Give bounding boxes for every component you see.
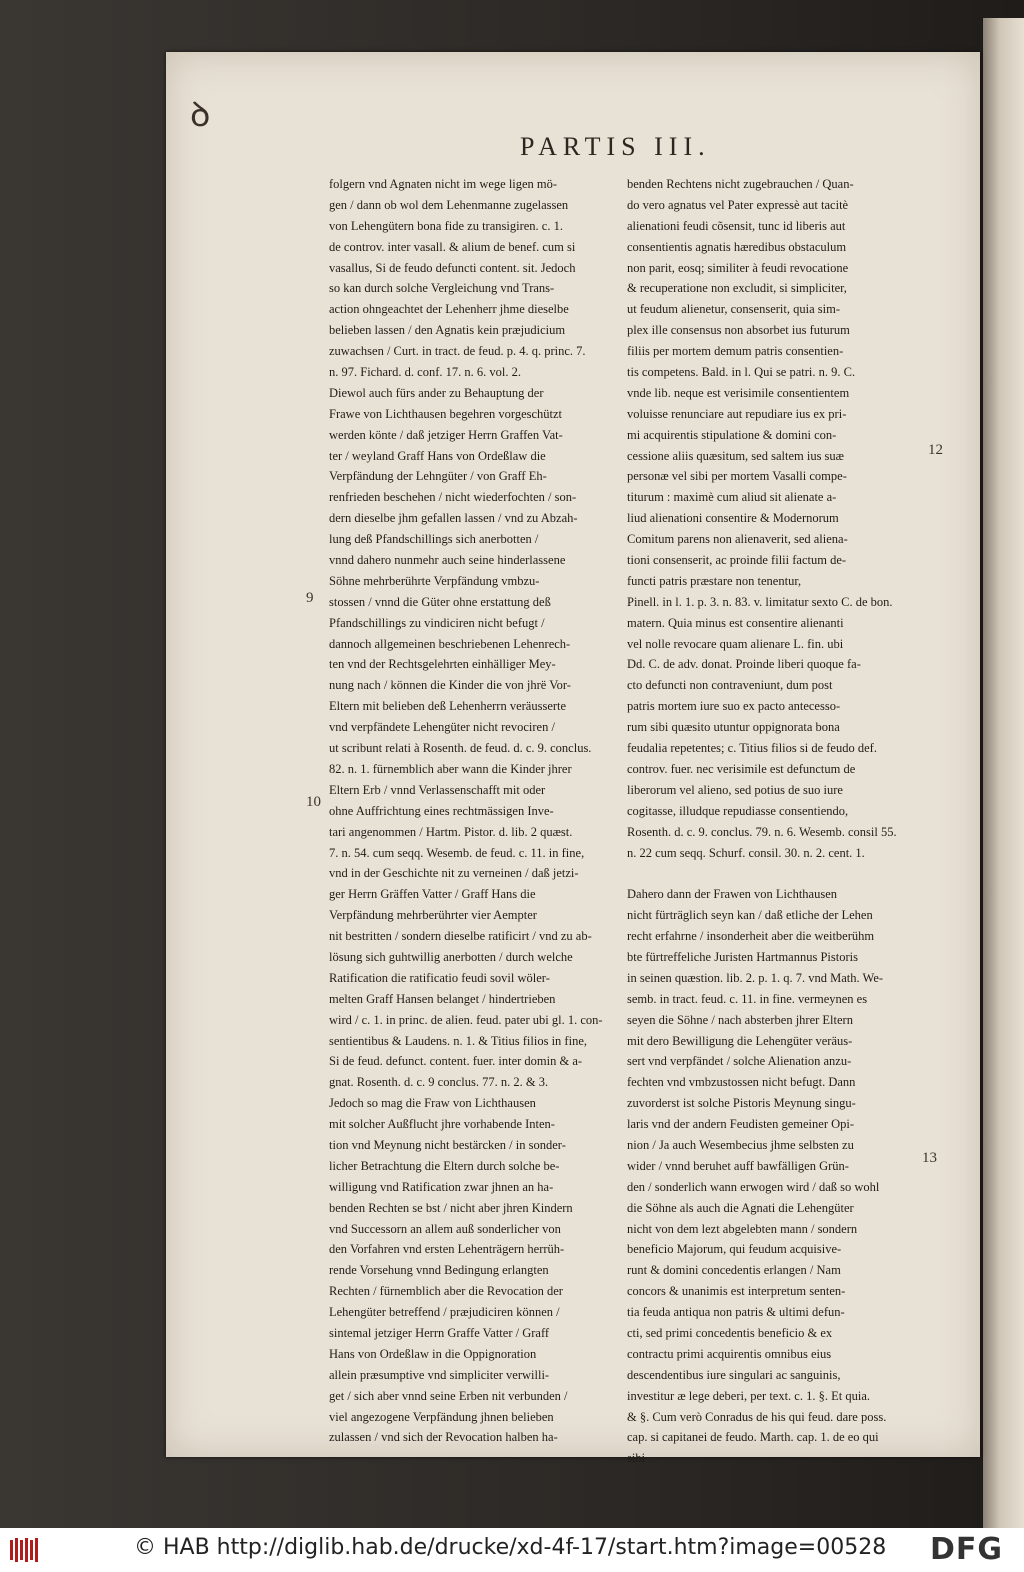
left-column-line: vnd Successorn an allem auß sonderlicher von xyxy=(329,1221,561,1236)
right-column-line: rum sibi quæsito utuntur oppignorata bona xyxy=(627,720,840,735)
left-column-line: nit bestritten / sondern dieselbe ratificirt / vnd zu ab- xyxy=(329,929,592,944)
right-column-line: nion / Ja auch Wesembecius jhme selbsten zu xyxy=(627,1137,854,1152)
right-column-line xyxy=(627,863,921,884)
left-column-line: vasallus, Si de feudo defuncti content. sit. Jedoch xyxy=(329,260,576,275)
right-column-line: beneficio Majorum, qui feudum acquisive- xyxy=(627,1242,842,1257)
header-ornament: ꝺ xyxy=(190,95,211,135)
right-column-line: liberorum vel alieno, sed potius de suo iure xyxy=(627,782,843,797)
right-column-line: n. 22 cum seqq. Schurf. consil. 30. n. 2. cent. 1. xyxy=(627,845,865,860)
right-column-line: sibi xyxy=(627,1451,646,1466)
left-column-line: Si de feud. defunct. content. fuer. inter domin & a- xyxy=(329,1054,583,1069)
right-column-line: & §. Cum verò Conradus de his qui feud. dare poss. xyxy=(627,1409,887,1424)
right-column-line: investitur æ lege deberi, per text. c. 1. §. Et quia. xyxy=(627,1388,870,1403)
left-column-line: gnat. Rosenth. d. c. 9 conclus. 77. n. 2. & 3. xyxy=(329,1075,549,1090)
right-column-line: mi acquirentis stipulatione & domini con- xyxy=(627,427,837,442)
left-column-line: ten vnd der Rechtsgelehrten einhälliger Mey- xyxy=(329,657,556,672)
left-column-line: dern dieselbe jhm gefallen lassen / vnd zu Abzah- xyxy=(329,511,578,526)
left-column-line: gen / dann ob wol dem Lehenmanne zugelassen xyxy=(329,197,569,212)
right-column-line: Dahero dann der Frawen von Lichthausen xyxy=(627,887,837,902)
right-column-line: seyen die Söhne / nach absterben jhrer Eltern xyxy=(627,1012,853,1027)
next-page-edge xyxy=(982,18,1024,1528)
right-column-line: die Söhne als auch die Agnati die Lehengüter xyxy=(627,1200,854,1215)
left-column-line: Eltern Erb / vnnd Verlassenschafft mit oder xyxy=(329,782,546,797)
left-column-line: willigung vnd Ratification zwar jhnen an ha- xyxy=(329,1179,554,1194)
right-column-line: contractu primi acquirentis omnibus eius xyxy=(627,1346,832,1361)
margin-number-13: 13 xyxy=(922,1150,937,1166)
right-column-line: ut feudum alienetur, consenserit, quia sim- xyxy=(627,302,840,317)
left-column-line: 82. n. 1. fürnemblich aber wann die Kinder jhrer xyxy=(329,761,572,776)
right-column-line: do vero agnatus vel Pater expressè aut tacitè xyxy=(627,197,849,212)
left-column-line: ohne Auffrichtung eines rechtmässigen Inve- xyxy=(329,803,554,818)
left-column-line: renfrieden beschehen / nicht wiederfochten / son- xyxy=(329,490,577,505)
right-column-line: laris vnd der andern Feudisten gemeiner Opi- xyxy=(627,1117,855,1132)
left-column-line: dannoch allgemeinen beschriebenen Lehenrech- xyxy=(329,636,571,651)
left-column-line: vnd in der Geschichte nit zu verneinen / daß jetzi- xyxy=(329,866,579,881)
left-column-line: folgern vnd Agnaten nicht im wege ligen mö- xyxy=(329,177,558,191)
right-column-line: Rosenth. d. c. 9. conclus. 79. n. 6. Wesemb. consil 55. xyxy=(627,824,897,839)
left-column-line: 7. n. 54. cum seqq. Wesemb. de feud. c. 11. in fine, xyxy=(329,845,585,860)
dfg-logo: DFG xyxy=(930,1532,1004,1567)
right-column-line: mit dero Bewilligung die Lehengüter veräus- xyxy=(627,1033,853,1048)
right-column-line: feudalia repetentes; c. Titius filios si de feudo def. xyxy=(627,741,877,756)
right-column-line: vnde lib. neque est verisimile consentientem xyxy=(627,385,850,400)
right-column-line: cto defuncti non contraveniunt, dum post xyxy=(627,678,833,693)
right-column-line: cogitasse, illudque repudiasse consentiendo, xyxy=(627,803,849,818)
hab-logo-icon xyxy=(8,1536,42,1564)
left-column-line: Verpfändung mehrberührter vier Aempter xyxy=(329,908,537,923)
left-column-line: allein præsumptive vnd simpliciter verwilli- xyxy=(329,1367,550,1382)
right-column-line: & recuperatione non excludit, si simpliciter, xyxy=(627,281,847,296)
left-column-line: von Lehengütern bona fide zu transigiren. c. 1. xyxy=(329,218,563,233)
right-column-line: liud alienationi consentire & Modernorum xyxy=(627,511,839,526)
left-column-line: vnd verpfändete Lehengüter nicht revociren / xyxy=(329,720,555,735)
left-column-line: tion vnd Meynung nicht bestärcken / in sonder- xyxy=(329,1137,566,1152)
right-column-line: nicht von dem lezt abgelebten mann / sondern xyxy=(627,1221,858,1236)
right-column-line: plex ille consensus non absorbet ius futurum xyxy=(627,323,850,338)
left-column-line: Ratification die ratificatio feudi sovil wöler- xyxy=(329,970,550,985)
left-column-line: vnnd dahero nunmehr auch seine hinderlassene xyxy=(329,553,566,568)
left-column-line: Söhne mehrberührte Verpfändung vmbzu- xyxy=(329,573,540,588)
right-text-column xyxy=(627,174,921,1469)
right-column-line: runt & domini concedentis erlangen / Nam xyxy=(627,1263,841,1278)
left-column-line: tari angenommen / Hartm. Pistor. d. lib. 2 quæst. xyxy=(329,824,573,839)
right-column-line: benden Rechtens nicht zugebrauchen / Quan- xyxy=(627,177,854,191)
left-column-line: Pfandschillings zu vindiciren nicht befugt / xyxy=(329,615,545,630)
right-column-line: controv. fuer. nec verisimile est defunctum de xyxy=(627,761,856,776)
left-column-line: werden könte / daß jetziger Herrn Graffen Vat- xyxy=(329,427,563,442)
right-column-line: non parit, eosq; similiter à feudi revocatione xyxy=(627,260,849,275)
right-column-line: nicht fürträglich seyn kan / daß etliche der Lehen xyxy=(627,908,873,923)
left-column-line: ter / weyland Graff Hans von Ordeßlaw die xyxy=(329,448,546,463)
right-column-line: functi patris præstare non tenentur, xyxy=(627,573,802,588)
right-column-line: filiis per mortem demum patris consentien- xyxy=(627,344,844,359)
left-column-line: de controv. inter vasall. & alium de benef. cum si xyxy=(329,239,576,254)
left-column-line: Hans von Ordeßlaw in die Oppignoration xyxy=(329,1346,537,1361)
left-column-line: sintemal jetziger Herrn Graffe Vatter / Graff xyxy=(329,1325,550,1340)
margin-number-10: 10 xyxy=(306,794,321,810)
left-column-line: belieben lassen / den Agnatis kein præjudicium xyxy=(329,323,566,338)
right-column-line: den / sonderlich wann erwogen wird / daß so wohl xyxy=(627,1179,880,1194)
right-column-line: in seinen quæstion. lib. 2. p. 1. q. 7. vnd Math. We- xyxy=(627,970,884,985)
page-header-title: PARTIS III. xyxy=(520,132,711,161)
right-column-line: descendentibus iure singulari ac sanguinis, xyxy=(627,1367,841,1382)
left-column-line: melten Graff Hansen belanget / hindertrieben xyxy=(329,991,556,1006)
margin-number-12: 12 xyxy=(928,442,943,458)
right-column-line: alienationi feudi cõsensit, tunc id liberis aut xyxy=(627,218,846,233)
left-column-line: zulassen / vnd sich der Revocation halben ha- xyxy=(329,1430,558,1445)
right-column-line: cessione aliis quæsitum, sed saltem ius suæ xyxy=(627,448,845,463)
right-column-line: titurum : maximè cum aliud sit alienate a- xyxy=(627,490,837,505)
right-column-line: cti, sed primi concedentis beneficio & ex xyxy=(627,1325,833,1340)
right-column-line: Dd. C. de adv. donat. Proinde liberi quoque fa- xyxy=(627,657,861,672)
right-column-line: tioni consenserit, ac proinde filii factum de- xyxy=(627,553,847,568)
left-column-line: Lehengüter betreffend / præjudiciren können / xyxy=(329,1305,560,1320)
right-column-line: consentientis agnatis hæredibus obstaculum xyxy=(627,239,847,254)
right-column-line: Comitum parens non alienaverit, sed aliena- xyxy=(627,532,848,547)
right-column-line: recht erfahrne / insonderheit aber die weitberühm xyxy=(627,929,875,944)
left-column-line: n. 97. Fichard. d. conf. 17. n. 6. vol. 2. xyxy=(329,365,521,380)
right-column-line: voluisse renunciare aut repudiare ius ex pri- xyxy=(627,406,847,421)
right-column-line: personæ vel sibi per mortem Vasalli compe- xyxy=(627,469,847,484)
left-column-line: stossen / vnnd die Güter ohne erstattung deß xyxy=(329,594,551,609)
left-column-line: get / sich aber vnnd seine Erben nit verbunden / xyxy=(329,1388,568,1403)
left-column-line: so kan durch solche Vergleichung vnd Trans- xyxy=(329,281,555,296)
right-column-line: sert vnd verpfändet / solche Alienation anzu- xyxy=(627,1054,852,1069)
left-column-line: Frawe von Lichthausen begehren vorgeschützt xyxy=(329,406,563,421)
right-column-line: tis competens. Bald. in l. Qui se patri. n. 9. C. xyxy=(627,365,856,380)
right-column-line: cap. si capitanei de feudo. Marth. cap. 1. de eo qui xyxy=(627,1430,879,1445)
left-column-line: benden Rechten se bst / nicht aber jhren Kindern xyxy=(329,1200,573,1215)
left-column-line: sentientibus & Laudens. n. 1. & Titius filios in fine, xyxy=(329,1033,587,1048)
left-column-line: Rechten / fürnemblich aber die Revocation der xyxy=(329,1284,563,1299)
left-text-column xyxy=(329,174,621,1448)
right-column-line: wider / vnnd beruhet auff bawfälligen Grün- xyxy=(627,1158,849,1173)
right-column-line: Pinell. in l. 1. p. 3. n. 83. v. limitatur sexto C. de bon. xyxy=(627,594,893,609)
margin-number-9: 9 xyxy=(306,590,314,606)
left-column-line: ger Herrn Gräffen Vatter / Graff Hans die xyxy=(329,887,536,902)
left-column-line: Jedoch so mag die Fraw von Lichthausen xyxy=(329,1096,536,1111)
left-column-line: wird / c. 1. in princ. de alien. feud. pater ubi gl. 1. con- xyxy=(329,1012,603,1027)
left-column-line: den Vorfahren vnd ersten Lehenträgern herrüh- xyxy=(329,1242,565,1257)
right-column-line: matern. Quia minus est consentire alienanti xyxy=(627,615,844,630)
right-column-line: patris mortem iure suo ex pacto antecesso- xyxy=(627,699,841,714)
left-column-line: lösung sich guhtwillig anerbotten / durch welche xyxy=(329,949,573,964)
left-column-line: Verpfändung der Lehngüter / von Graff Eh- xyxy=(329,469,547,484)
left-column-line: licher Betrachtung die Eltern durch solche be- xyxy=(329,1158,560,1173)
right-column-line: bte fürtreffeliche Juristen Hartmannus Pistoris xyxy=(627,949,858,964)
copyright-url[interactable]: © HAB http://diglib.hab.de/drucke/xd-4f-17/start.htm?image=00528 xyxy=(134,1535,887,1560)
left-column-line: rende Vorsehung vnnd Bedingung erlangten xyxy=(329,1263,549,1278)
right-column-line: tia feuda antiqua non patris & ultimi defun- xyxy=(627,1305,845,1320)
left-column-line: zuwachsen / Curt. in tract. de feud. p. 4. q. princ. 7. xyxy=(329,344,586,359)
right-column-line: concors & unanimis est interpretum senten- xyxy=(627,1284,846,1299)
right-column-line: vel nolle revocare quam alienare L. fin. ubi xyxy=(627,636,844,651)
right-column-line: semb. in tract. feud. c. 11. in fine. vermeynen es xyxy=(627,991,868,1006)
left-column-line: Eltern mit belieben deß Lehenherrn veräusserte xyxy=(329,699,567,714)
right-column-line: zuvorderst ist solche Pistoris Meynung singu- xyxy=(627,1096,856,1111)
left-column-line: mit solcher Außflucht jhre vorhabende Inten- xyxy=(329,1117,555,1132)
left-column-line: Diewol auch fürs ander zu Behauptung der xyxy=(329,385,544,400)
left-column-line: ut scribunt relati à Rosenth. de feud. d. c. 9. conclus. xyxy=(329,741,592,756)
left-column-line: nung nach / können die Kinder die von jhrë Vor- xyxy=(329,678,571,693)
left-column-line: viel angezogene Verpfändung jhnen belieben xyxy=(329,1409,554,1424)
footer-bar xyxy=(0,1528,1024,1572)
left-column-line: action ohngeachtet der Lehenherr jhme dieselbe xyxy=(329,302,569,317)
left-column-line: lung deß Pfandschillings sich anerbotten / xyxy=(329,532,539,547)
right-column-line: fechten vnd vmbzustossen nicht befugt. Dann xyxy=(627,1075,856,1090)
